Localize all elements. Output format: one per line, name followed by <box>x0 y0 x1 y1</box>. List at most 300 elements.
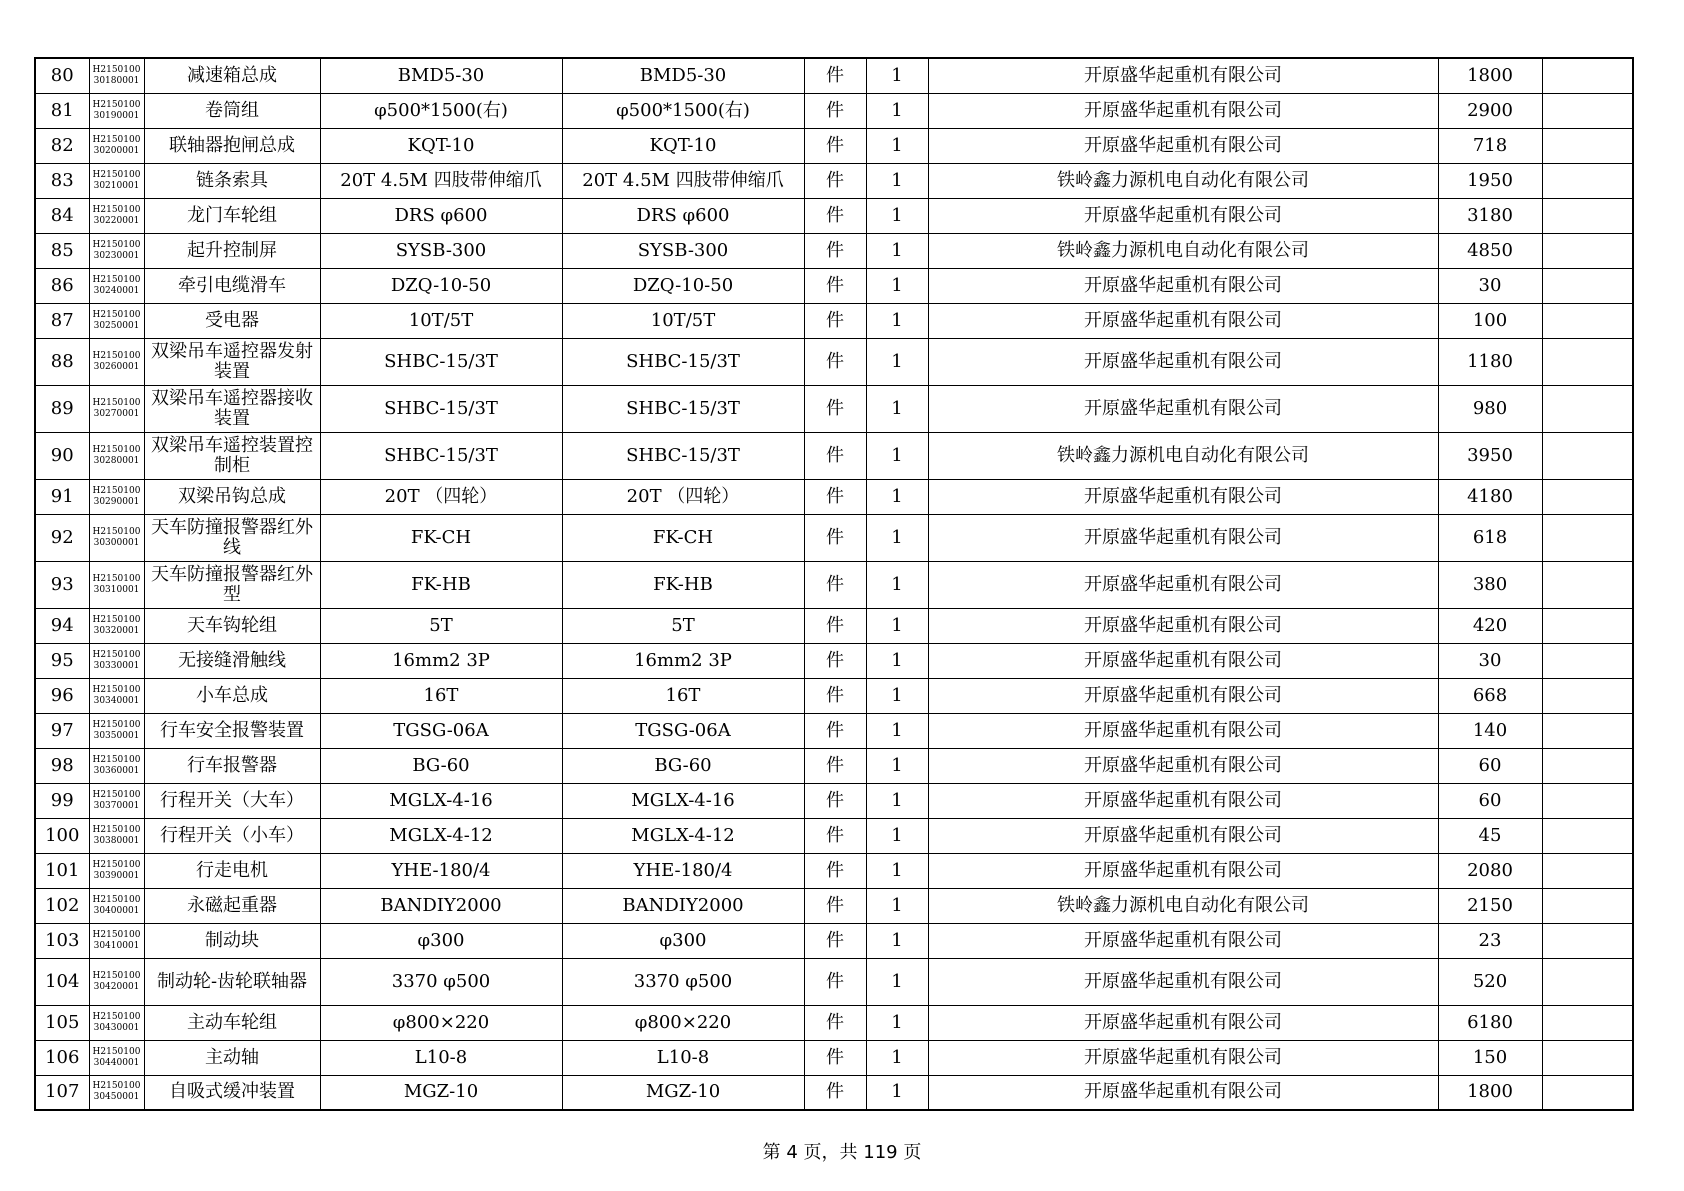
item-code-cell: H2150100 30300001 <box>89 514 144 561</box>
model-cell: BG-60 <box>562 748 804 783</box>
model-cell: L10-8 <box>562 1040 804 1075</box>
table-row <box>35 514 1633 561</box>
unit-cell: 件 <box>804 643 866 678</box>
spec-cell: KQT-10 <box>320 128 562 163</box>
quantity-cell: 1 <box>866 1040 928 1075</box>
table-row <box>35 163 1633 198</box>
item-code-cell: H2150100 30280001 <box>89 432 144 479</box>
note-cell <box>1542 818 1633 853</box>
unit-cell: 件 <box>804 853 866 888</box>
supplier-cell: 开原盛华起重机有限公司 <box>928 128 1438 163</box>
supplier-cell: 铁岭鑫力源机电自动化有限公司 <box>928 163 1438 198</box>
spec-cell: 5T <box>320 608 562 643</box>
spec-cell: 20T （四轮） <box>320 479 562 514</box>
spec-cell: L10-8 <box>320 1040 562 1075</box>
item-name-cell: 无接缝滑触线 <box>144 643 320 678</box>
supplier-cell: 开原盛华起重机有限公司 <box>928 748 1438 783</box>
price-cell: 30 <box>1438 643 1542 678</box>
quantity-cell: 1 <box>866 888 928 923</box>
model-cell: SHBC-15/3T <box>562 385 804 432</box>
item-name-cell: 制动轮-齿轮联轴器 <box>144 958 320 1005</box>
quantity-cell: 1 <box>866 514 928 561</box>
model-cell: 16mm2 3P <box>562 643 804 678</box>
row-number-cell: 80 <box>35 58 89 93</box>
item-name-cell: 天车防撞报警器红外型 <box>144 561 320 608</box>
item-code-cell: H2150100 30440001 <box>89 1040 144 1075</box>
quantity-cell: 1 <box>866 128 928 163</box>
unit-cell: 件 <box>804 338 866 385</box>
item-name-cell: 受电器 <box>144 303 320 338</box>
supplier-cell: 开原盛华起重机有限公司 <box>928 514 1438 561</box>
table-row <box>35 303 1633 338</box>
spec-cell: BANDIY2000 <box>320 888 562 923</box>
row-number-cell: 96 <box>35 678 89 713</box>
model-cell: φ800×220 <box>562 1005 804 1040</box>
table-row <box>35 198 1633 233</box>
model-cell: MGLX-4-16 <box>562 783 804 818</box>
item-code-cell: H2150100 30390001 <box>89 853 144 888</box>
price-cell: 1800 <box>1438 1075 1542 1110</box>
item-name-cell: 天车防撞报警器红外线 <box>144 514 320 561</box>
row-number-cell: 86 <box>35 268 89 303</box>
table-row <box>35 479 1633 514</box>
note-cell <box>1542 608 1633 643</box>
spec-cell: BMD5-30 <box>320 58 562 93</box>
item-name-cell: 链条索具 <box>144 163 320 198</box>
row-number-cell: 97 <box>35 713 89 748</box>
quantity-cell: 1 <box>866 479 928 514</box>
unit-cell: 件 <box>804 163 866 198</box>
supplier-cell: 开原盛华起重机有限公司 <box>928 338 1438 385</box>
item-code-cell: H2150100 30330001 <box>89 643 144 678</box>
row-number-cell: 90 <box>35 432 89 479</box>
table-row <box>35 1040 1633 1075</box>
item-name-cell: 起升控制屏 <box>144 233 320 268</box>
unit-cell: 件 <box>804 1040 866 1075</box>
quantity-cell: 1 <box>866 643 928 678</box>
item-code-cell: H2150100 30290001 <box>89 479 144 514</box>
item-code-cell: H2150100 30350001 <box>89 713 144 748</box>
item-name-cell: 双梁吊车遥控器发射装置 <box>144 338 320 385</box>
price-cell: 100 <box>1438 303 1542 338</box>
row-number-cell: 82 <box>35 128 89 163</box>
price-cell: 668 <box>1438 678 1542 713</box>
row-number-cell: 85 <box>35 233 89 268</box>
spec-cell: BG-60 <box>320 748 562 783</box>
row-number-cell: 93 <box>35 561 89 608</box>
row-number-cell: 106 <box>35 1040 89 1075</box>
item-name-cell: 行车报警器 <box>144 748 320 783</box>
supplier-cell: 开原盛华起重机有限公司 <box>928 1075 1438 1110</box>
spec-cell: 3370 φ500 <box>320 958 562 1005</box>
price-cell: 1950 <box>1438 163 1542 198</box>
table-row <box>35 853 1633 888</box>
item-name-cell: 行车安全报警装置 <box>144 713 320 748</box>
supplier-cell: 开原盛华起重机有限公司 <box>928 923 1438 958</box>
model-cell: YHE-180/4 <box>562 853 804 888</box>
row-number-cell: 98 <box>35 748 89 783</box>
quantity-cell: 1 <box>866 748 928 783</box>
unit-cell: 件 <box>804 958 866 1005</box>
price-cell: 6180 <box>1438 1005 1542 1040</box>
unit-cell: 件 <box>804 385 866 432</box>
item-name-cell: 主动轴 <box>144 1040 320 1075</box>
unit-cell: 件 <box>804 1005 866 1040</box>
note-cell <box>1542 678 1633 713</box>
price-cell: 140 <box>1438 713 1542 748</box>
quantity-cell: 1 <box>866 432 928 479</box>
note-cell <box>1542 163 1633 198</box>
unit-cell: 件 <box>804 783 866 818</box>
spec-cell: SHBC-15/3T <box>320 385 562 432</box>
row-number-cell: 84 <box>35 198 89 233</box>
note-cell <box>1542 233 1633 268</box>
quantity-cell: 1 <box>866 1075 928 1110</box>
row-number-cell: 100 <box>35 818 89 853</box>
unit-cell: 件 <box>804 608 866 643</box>
note-cell <box>1542 713 1633 748</box>
supplier-cell: 开原盛华起重机有限公司 <box>928 958 1438 1005</box>
quantity-cell: 1 <box>866 93 928 128</box>
price-cell: 3950 <box>1438 432 1542 479</box>
table-row <box>35 268 1633 303</box>
supplier-cell: 开原盛华起重机有限公司 <box>928 93 1438 128</box>
table-row <box>35 233 1633 268</box>
quantity-cell: 1 <box>866 163 928 198</box>
item-name-cell: 行程开关（小车） <box>144 818 320 853</box>
supplier-cell: 开原盛华起重机有限公司 <box>928 853 1438 888</box>
table-row <box>35 713 1633 748</box>
spec-cell: MGLX-4-12 <box>320 818 562 853</box>
item-name-cell: 自吸式缓冲装置 <box>144 1075 320 1110</box>
supplier-cell: 开原盛华起重机有限公司 <box>928 198 1438 233</box>
item-name-cell: 双梁吊车遥控器接收装置 <box>144 385 320 432</box>
supplier-cell: 开原盛华起重机有限公司 <box>928 1040 1438 1075</box>
item-code-cell: H2150100 30430001 <box>89 1005 144 1040</box>
item-name-cell: 主动车轮组 <box>144 1005 320 1040</box>
row-number-cell: 89 <box>35 385 89 432</box>
row-number-cell: 107 <box>35 1075 89 1110</box>
table-row <box>35 1075 1633 1110</box>
table-row <box>35 678 1633 713</box>
item-code-cell: H2150100 30400001 <box>89 888 144 923</box>
model-cell: KQT-10 <box>562 128 804 163</box>
item-name-cell: 行走电机 <box>144 853 320 888</box>
row-number-cell: 101 <box>35 853 89 888</box>
price-cell: 2080 <box>1438 853 1542 888</box>
spec-cell: SHBC-15/3T <box>320 338 562 385</box>
quantity-cell: 1 <box>866 678 928 713</box>
row-number-cell: 102 <box>35 888 89 923</box>
quantity-cell: 1 <box>866 783 928 818</box>
item-code-cell: H2150100 30250001 <box>89 303 144 338</box>
spec-cell: φ800×220 <box>320 1005 562 1040</box>
supplier-cell: 开原盛华起重机有限公司 <box>928 1005 1438 1040</box>
item-code-cell: H2150100 30420001 <box>89 958 144 1005</box>
quantity-cell: 1 <box>866 233 928 268</box>
item-name-cell: 卷筒组 <box>144 93 320 128</box>
supplier-cell: 开原盛华起重机有限公司 <box>928 678 1438 713</box>
model-cell: TGSG-06A <box>562 713 804 748</box>
supplier-cell: 开原盛华起重机有限公司 <box>928 713 1438 748</box>
row-number-cell: 83 <box>35 163 89 198</box>
quantity-cell: 1 <box>866 818 928 853</box>
spec-cell: DZQ-10-50 <box>320 268 562 303</box>
spec-cell: SHBC-15/3T <box>320 432 562 479</box>
note-cell <box>1542 1005 1633 1040</box>
supplier-cell: 开原盛华起重机有限公司 <box>928 268 1438 303</box>
model-cell: φ500*1500(右) <box>562 93 804 128</box>
item-code-cell: H2150100 30340001 <box>89 678 144 713</box>
quantity-cell: 1 <box>866 958 928 1005</box>
spec-cell: DRS φ600 <box>320 198 562 233</box>
item-code-cell: H2150100 30200001 <box>89 128 144 163</box>
quantity-cell: 1 <box>866 608 928 643</box>
model-cell: 20T （四轮） <box>562 479 804 514</box>
item-name-cell: 龙门车轮组 <box>144 198 320 233</box>
price-cell: 45 <box>1438 818 1542 853</box>
item-code-cell: H2150100 30320001 <box>89 608 144 643</box>
model-cell: BMD5-30 <box>562 58 804 93</box>
price-cell: 980 <box>1438 385 1542 432</box>
note-cell <box>1542 338 1633 385</box>
model-cell: FK-CH <box>562 514 804 561</box>
item-code-cell: H2150100 30180001 <box>89 58 144 93</box>
page-footer: 第 4 页，共 119 页 <box>762 1142 922 1163</box>
spec-cell: YHE-180/4 <box>320 853 562 888</box>
supplier-cell: 开原盛华起重机有限公司 <box>928 783 1438 818</box>
model-cell: DZQ-10-50 <box>562 268 804 303</box>
row-number-cell: 81 <box>35 93 89 128</box>
note-cell <box>1542 958 1633 1005</box>
model-cell: SHBC-15/3T <box>562 432 804 479</box>
spec-cell: φ300 <box>320 923 562 958</box>
table-row <box>35 432 1633 479</box>
table-body <box>35 58 1633 1110</box>
table-row <box>35 58 1633 93</box>
supplier-cell: 铁岭鑫力源机电自动化有限公司 <box>928 233 1438 268</box>
supplier-cell: 铁岭鑫力源机电自动化有限公司 <box>928 432 1438 479</box>
supplier-cell: 开原盛华起重机有限公司 <box>928 643 1438 678</box>
item-code-cell: H2150100 30220001 <box>89 198 144 233</box>
price-cell: 2900 <box>1438 93 1542 128</box>
unit-cell: 件 <box>804 93 866 128</box>
table-row <box>35 923 1633 958</box>
note-cell <box>1542 58 1633 93</box>
item-code-cell: H2150100 30190001 <box>89 93 144 128</box>
unit-cell: 件 <box>804 818 866 853</box>
parts-price-table <box>34 57 1634 1111</box>
row-number-cell: 94 <box>35 608 89 643</box>
price-cell: 1180 <box>1438 338 1542 385</box>
item-name-cell: 天车钩轮组 <box>144 608 320 643</box>
note-cell <box>1542 385 1633 432</box>
price-cell: 60 <box>1438 783 1542 818</box>
model-cell: 20T 4.5M 四肢带伸缩爪 <box>562 163 804 198</box>
quantity-cell: 1 <box>866 58 928 93</box>
row-number-cell: 104 <box>35 958 89 1005</box>
table-row <box>35 338 1633 385</box>
spec-cell: FK-HB <box>320 561 562 608</box>
unit-cell: 件 <box>804 303 866 338</box>
spec-cell: SYSB-300 <box>320 233 562 268</box>
quantity-cell: 1 <box>866 1005 928 1040</box>
item-code-cell: H2150100 30210001 <box>89 163 144 198</box>
model-cell: 16T <box>562 678 804 713</box>
price-cell: 150 <box>1438 1040 1542 1075</box>
item-code-cell: H2150100 30310001 <box>89 561 144 608</box>
price-cell: 4180 <box>1438 479 1542 514</box>
row-number-cell: 99 <box>35 783 89 818</box>
note-cell <box>1542 1075 1633 1110</box>
row-number-cell: 87 <box>35 303 89 338</box>
note-cell <box>1542 783 1633 818</box>
unit-cell: 件 <box>804 1075 866 1110</box>
table-row <box>35 818 1633 853</box>
price-cell: 380 <box>1438 561 1542 608</box>
spec-cell: φ500*1500(右) <box>320 93 562 128</box>
item-name-cell: 制动块 <box>144 923 320 958</box>
row-number-cell: 91 <box>35 479 89 514</box>
model-cell: MGLX-4-12 <box>562 818 804 853</box>
model-cell: DRS φ600 <box>562 198 804 233</box>
item-name-cell: 双梁吊车遥控装置控制柜 <box>144 432 320 479</box>
row-number-cell: 103 <box>35 923 89 958</box>
price-cell: 4850 <box>1438 233 1542 268</box>
quantity-cell: 1 <box>866 923 928 958</box>
note-cell <box>1542 128 1633 163</box>
table-row <box>35 643 1633 678</box>
note-cell <box>1542 479 1633 514</box>
quantity-cell: 1 <box>866 853 928 888</box>
spec-cell: FK-CH <box>320 514 562 561</box>
note-cell <box>1542 93 1633 128</box>
spec-cell: 16T <box>320 678 562 713</box>
unit-cell: 件 <box>804 923 866 958</box>
item-name-cell: 永磁起重器 <box>144 888 320 923</box>
model-cell: φ300 <box>562 923 804 958</box>
price-cell: 30 <box>1438 268 1542 303</box>
price-cell: 618 <box>1438 514 1542 561</box>
supplier-cell: 开原盛华起重机有限公司 <box>928 303 1438 338</box>
price-cell: 520 <box>1438 958 1542 1005</box>
unit-cell: 件 <box>804 713 866 748</box>
table-row <box>35 748 1633 783</box>
supplier-cell: 开原盛华起重机有限公司 <box>928 608 1438 643</box>
unit-cell: 件 <box>804 58 866 93</box>
note-cell <box>1542 748 1633 783</box>
item-code-cell: H2150100 30450001 <box>89 1075 144 1110</box>
unit-cell: 件 <box>804 128 866 163</box>
note-cell <box>1542 1040 1633 1075</box>
model-cell: FK-HB <box>562 561 804 608</box>
item-name-cell: 行程开关（大车） <box>144 783 320 818</box>
spec-cell: 16mm2 3P <box>320 643 562 678</box>
price-cell: 23 <box>1438 923 1542 958</box>
price-cell: 420 <box>1438 608 1542 643</box>
note-cell <box>1542 432 1633 479</box>
price-cell: 60 <box>1438 748 1542 783</box>
table-row <box>35 783 1633 818</box>
item-name-cell: 双梁吊钩总成 <box>144 479 320 514</box>
model-cell: BANDIY2000 <box>562 888 804 923</box>
unit-cell: 件 <box>804 514 866 561</box>
item-name-cell: 小车总成 <box>144 678 320 713</box>
spec-cell: TGSG-06A <box>320 713 562 748</box>
table-row <box>35 1005 1633 1040</box>
note-cell <box>1542 643 1633 678</box>
quantity-cell: 1 <box>866 198 928 233</box>
row-number-cell: 88 <box>35 338 89 385</box>
supplier-cell: 铁岭鑫力源机电自动化有限公司 <box>928 888 1438 923</box>
supplier-cell: 开原盛华起重机有限公司 <box>928 385 1438 432</box>
item-code-cell: H2150100 30360001 <box>89 748 144 783</box>
note-cell <box>1542 198 1633 233</box>
table-row <box>35 958 1633 1005</box>
quantity-cell: 1 <box>866 713 928 748</box>
row-number-cell: 92 <box>35 514 89 561</box>
price-cell: 3180 <box>1438 198 1542 233</box>
quantity-cell: 1 <box>866 561 928 608</box>
model-cell: 3370 φ500 <box>562 958 804 1005</box>
note-cell <box>1542 561 1633 608</box>
note-cell <box>1542 514 1633 561</box>
quantity-cell: 1 <box>866 303 928 338</box>
item-code-cell: H2150100 30270001 <box>89 385 144 432</box>
supplier-cell: 开原盛华起重机有限公司 <box>928 479 1438 514</box>
item-code-cell: H2150100 30240001 <box>89 268 144 303</box>
item-code-cell: H2150100 30230001 <box>89 233 144 268</box>
model-cell: MGZ-10 <box>562 1075 804 1110</box>
table-row <box>35 128 1633 163</box>
unit-cell: 件 <box>804 198 866 233</box>
supplier-cell: 开原盛华起重机有限公司 <box>928 818 1438 853</box>
model-cell: 10T/5T <box>562 303 804 338</box>
item-name-cell: 联轴器抱闸总成 <box>144 128 320 163</box>
table-row <box>35 93 1633 128</box>
quantity-cell: 1 <box>866 338 928 385</box>
model-cell: SYSB-300 <box>562 233 804 268</box>
model-cell: 5T <box>562 608 804 643</box>
item-code-cell: H2150100 30260001 <box>89 338 144 385</box>
unit-cell: 件 <box>804 268 866 303</box>
note-cell <box>1542 853 1633 888</box>
unit-cell: 件 <box>804 479 866 514</box>
note-cell <box>1542 888 1633 923</box>
table-row <box>35 385 1633 432</box>
item-name-cell: 牵引电缆滑车 <box>144 268 320 303</box>
spec-cell: 10T/5T <box>320 303 562 338</box>
unit-cell: 件 <box>804 561 866 608</box>
table-row <box>35 561 1633 608</box>
quantity-cell: 1 <box>866 385 928 432</box>
unit-cell: 件 <box>804 432 866 479</box>
note-cell <box>1542 268 1633 303</box>
note-cell <box>1542 303 1633 338</box>
item-name-cell: 减速箱总成 <box>144 58 320 93</box>
table-row <box>35 608 1633 643</box>
spec-cell: MGLX-4-16 <box>320 783 562 818</box>
supplier-cell: 开原盛华起重机有限公司 <box>928 58 1438 93</box>
model-cell: SHBC-15/3T <box>562 338 804 385</box>
spec-cell: 20T 4.5M 四肢带伸缩爪 <box>320 163 562 198</box>
unit-cell: 件 <box>804 748 866 783</box>
note-cell <box>1542 923 1633 958</box>
row-number-cell: 105 <box>35 1005 89 1040</box>
item-code-cell: H2150100 30380001 <box>89 818 144 853</box>
supplier-cell: 开原盛华起重机有限公司 <box>928 561 1438 608</box>
price-cell: 2150 <box>1438 888 1542 923</box>
